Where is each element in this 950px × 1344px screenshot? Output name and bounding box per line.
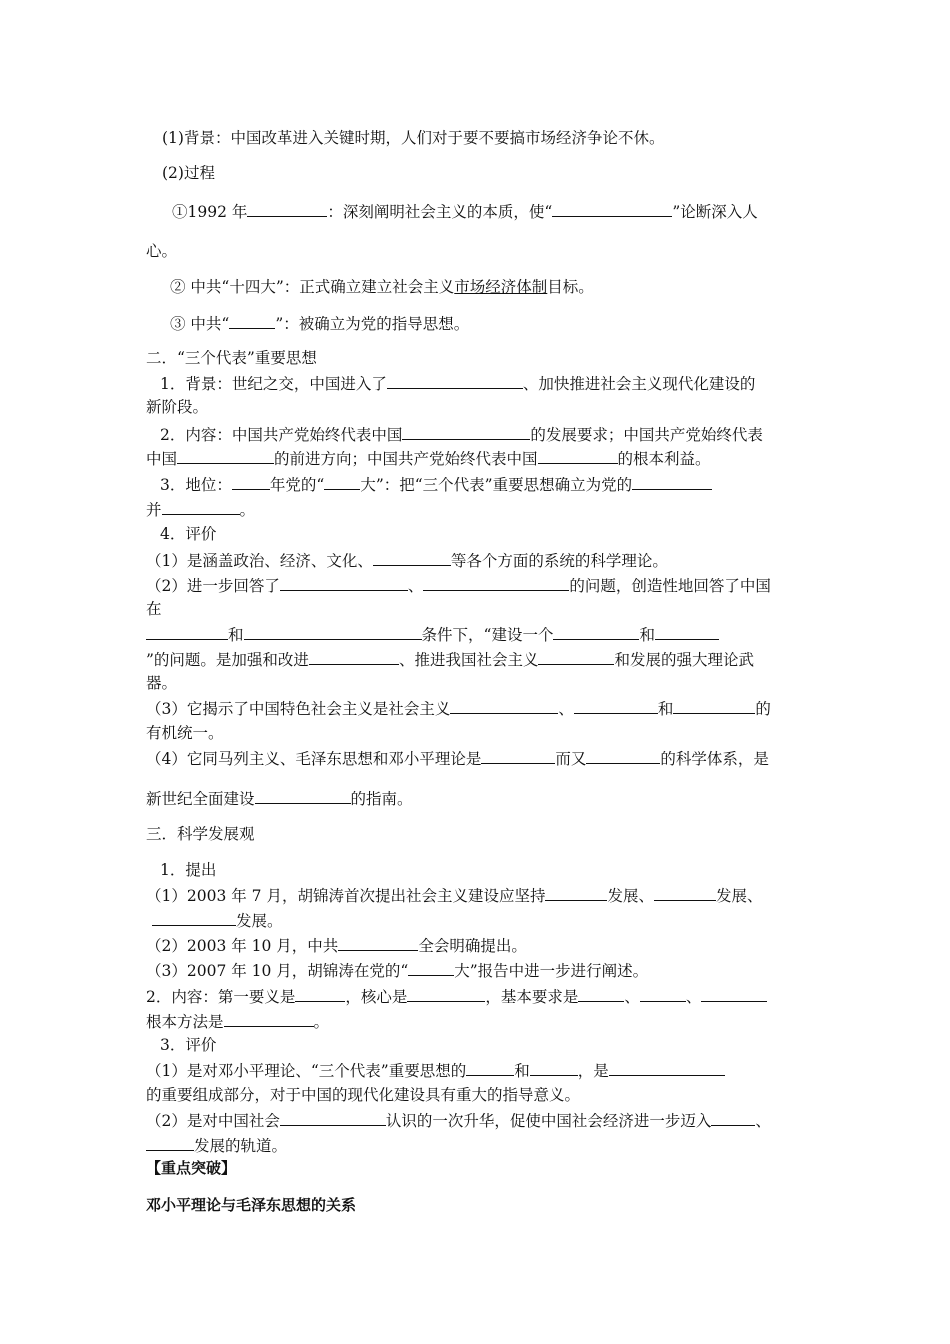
fill-blank[interactable]: [423, 575, 569, 591]
fill-blank[interactable]: [162, 499, 240, 515]
fill-blank[interactable]: [640, 986, 686, 1002]
fill-blank[interactable]: [247, 201, 327, 217]
paragraph-eval-2d: [146, 649, 754, 670]
text: 的重要组成部分，对于中国的现代化建设具有重大的指导意义。: [146, 1086, 581, 1104]
text: 的发展要求；中国共产党始终代表: [530, 426, 763, 444]
text: 年党的“: [269, 476, 325, 494]
text: ，基本要求是: [485, 988, 579, 1006]
fill-blank[interactable]: [538, 448, 618, 464]
section-heading-three: [146, 824, 255, 844]
text: 2．内容：第一要义是: [146, 988, 296, 1006]
text: ，核心是: [345, 988, 408, 1006]
fill-blank[interactable]: [673, 698, 755, 714]
section-heading-two: [146, 348, 317, 368]
text: 1．提出: [160, 861, 217, 879]
fill-blank[interactable]: [280, 575, 408, 591]
text: 1．背景：世纪之交，中国进入了: [160, 375, 387, 393]
fill-blank[interactable]: [654, 885, 716, 901]
fill-blank[interactable]: [450, 698, 558, 714]
text: 【重点突破】: [146, 1159, 237, 1177]
paragraph-3-3-2b: [146, 1135, 287, 1156]
text: ② 中共“十四大”：正式确立建立社会主义: [170, 278, 455, 296]
underlined-term: 市场经济体制: [454, 278, 548, 296]
text: 2．内容：中国共产党始终代表中国: [160, 426, 403, 444]
fill-blank[interactable]: [224, 1011, 314, 1027]
text: (2)过程: [162, 164, 215, 182]
paragraph-eval-2b: [146, 599, 162, 619]
text: （4）它同马列主义、毛泽东思想和邓小平理论是: [146, 750, 482, 768]
text: ③ 中共“: [170, 315, 230, 333]
fill-blank[interactable]: [655, 624, 719, 640]
paragraph-eval-1: [146, 550, 668, 571]
paragraph-2-4: [160, 524, 216, 544]
paragraph-15th-congress: [170, 313, 469, 334]
text: 和: [514, 1062, 530, 1080]
text: 器。: [146, 674, 178, 692]
text: 的问题，创造性地回答了中国: [569, 577, 771, 595]
text: ”的问题。是加强和改进: [146, 651, 309, 669]
text: 3．地位：: [160, 476, 232, 494]
topic-heading: [146, 1195, 356, 1215]
fill-blank[interactable]: [711, 1110, 755, 1126]
paragraph-2-1b: [146, 397, 208, 417]
fill-blank[interactable]: [338, 935, 418, 951]
paragraph-eval-4b: [146, 788, 413, 809]
fill-blank[interactable]: [538, 649, 614, 665]
text: 心。: [146, 242, 178, 260]
fill-blank[interactable]: [481, 748, 555, 764]
text: 发展、: [715, 887, 763, 905]
text: ①1992 年: [172, 203, 248, 221]
text: 4．评价: [160, 525, 217, 543]
text: (1)背景：中国改革进入关键时期，人们对于要不要搞市场经济争论不休。: [162, 129, 665, 147]
text: 在: [146, 600, 162, 618]
text: 、加快推进社会主义现代化建设的: [522, 375, 756, 393]
text: 并: [146, 501, 162, 519]
fill-blank[interactable]: [407, 986, 485, 1002]
paragraph-3-1-1: [146, 885, 762, 906]
paragraph-3-3-1: [146, 1060, 725, 1081]
text: 根本方法是: [146, 1013, 224, 1031]
text: 发展的轨道。: [194, 1137, 288, 1155]
text: 的科学体系，是: [660, 750, 769, 768]
fill-blank[interactable]: [466, 1060, 514, 1076]
paragraph-3-1-3: [146, 960, 648, 981]
fill-blank[interactable]: [530, 1060, 578, 1076]
text: 中国: [146, 450, 178, 468]
text: 3．评价: [160, 1036, 217, 1054]
fill-blank[interactable]: [309, 649, 399, 665]
text: 大”：把“三个代表”重要思想确立为党的: [360, 476, 633, 494]
text: 和: [657, 700, 674, 718]
fill-blank[interactable]: [146, 624, 228, 640]
text: 发展。: [236, 912, 283, 930]
fill-blank[interactable]: [152, 910, 236, 926]
paragraph-eval-3: [146, 698, 771, 719]
fill-blank[interactable]: [177, 448, 274, 464]
fill-blank[interactable]: [295, 986, 345, 1002]
fill-blank[interactable]: [586, 748, 660, 764]
fill-blank[interactable]: [280, 1110, 386, 1126]
fill-blank[interactable]: [244, 624, 422, 640]
text: 。: [239, 501, 256, 519]
text: 三．科学发展观: [146, 825, 255, 843]
paragraph-2-3: [160, 474, 712, 495]
text: 和: [228, 626, 244, 644]
text: 有机统一。: [146, 724, 224, 742]
paragraph-2-1: [160, 373, 755, 394]
text: （2）是对中国社会: [146, 1112, 280, 1130]
fill-blank[interactable]: [373, 550, 451, 566]
paragraph-3-1: [160, 860, 216, 880]
text: 、: [558, 700, 574, 718]
text: ，是: [577, 1062, 609, 1080]
paragraph-3-1-2: [146, 935, 527, 956]
paragraph-2-2: [160, 424, 763, 445]
text: 、: [624, 988, 640, 1006]
fill-blank[interactable]: [552, 201, 672, 217]
fill-blank[interactable]: [229, 313, 275, 329]
fill-blank[interactable]: [701, 986, 767, 1002]
fill-blank[interactable]: [578, 986, 624, 1002]
paragraph-3-3-1b: [146, 1085, 580, 1105]
text: 的指南。: [350, 790, 413, 808]
text: ”论断深入人: [672, 203, 758, 221]
text: 二．“三个代表”重要思想: [146, 349, 317, 367]
fill-blank[interactable]: [232, 474, 270, 490]
paragraph-eval-3b: [146, 723, 224, 743]
paragraph-eval-2c: [146, 624, 719, 645]
fill-blank[interactable]: [545, 885, 607, 901]
text: （1）2003 年 7 月，胡锦涛首次提出社会主义建设应坚持: [146, 887, 546, 905]
paragraph-continuation: [146, 241, 177, 261]
paragraph-background: [162, 128, 664, 148]
fill-blank[interactable]: [553, 624, 639, 640]
text: 而又: [555, 750, 587, 768]
text: 。: [313, 1013, 330, 1031]
text: （2）进一步回答了: [146, 577, 280, 595]
paragraph-3-3: [160, 1035, 216, 1055]
text: 新世纪全面建设: [146, 790, 255, 808]
text: 认识的一次升华，促使中国社会经济进一步迈入: [385, 1112, 712, 1130]
text: 全会明确提出。: [418, 937, 527, 955]
text: 、: [755, 1112, 771, 1130]
text: 邓小平理论与毛泽东思想的关系: [146, 1196, 357, 1214]
fill-blank[interactable]: [402, 424, 530, 440]
key-points-heading: [146, 1158, 236, 1178]
text: 等各个方面的系统的科学理论。: [450, 552, 668, 570]
text: 大”报告中进一步进行阐述。: [454, 962, 649, 980]
text: （3）它揭示了中国特色社会主义是社会主义: [146, 700, 451, 718]
fill-blank[interactable]: [255, 788, 351, 804]
text: 目标。: [547, 278, 594, 296]
text: 条件下，“建设一个: [421, 626, 554, 644]
text: ：深刻阐明社会主义的本质，使“: [327, 203, 553, 221]
text: 和发展的强大理论武: [614, 651, 754, 669]
text: （1）是涵盖政治、经济、文化、: [146, 552, 373, 570]
fill-blank[interactable]: [146, 1135, 194, 1151]
paragraph-1992: [172, 201, 758, 222]
fill-blank[interactable]: [609, 1060, 725, 1076]
paragraph-3-2b: [146, 1011, 329, 1032]
text: 发展、: [607, 887, 654, 905]
paragraph-process: [162, 163, 215, 183]
paragraph-eval-4: [146, 748, 769, 769]
text: 的根本利益。: [617, 450, 711, 468]
text: （1）是对邓小平理论、“三个代表”重要思想的: [146, 1062, 467, 1080]
paragraph-3-2: [146, 986, 767, 1007]
text: 、: [685, 988, 702, 1006]
paragraph-3-3-2: [146, 1110, 771, 1131]
paragraph-14th-congress: [170, 277, 594, 297]
text: 的: [755, 700, 771, 718]
text: ”：被确立为党的指导思想。: [275, 315, 470, 333]
paragraph-eval-2: [146, 575, 771, 596]
fill-blank[interactable]: [408, 960, 454, 976]
text: （3）2007 年 10 月，胡锦涛在党的“: [146, 962, 409, 980]
text: （2）2003 年 10 月，中共: [146, 937, 339, 955]
fill-blank[interactable]: [632, 474, 712, 490]
text: 、推进我国社会主义: [398, 651, 539, 669]
fill-blank[interactable]: [387, 373, 523, 389]
fill-blank[interactable]: [574, 698, 658, 714]
text: 的前进方向；中国共产党始终代表中国: [274, 450, 538, 468]
paragraph-eval-2e: [146, 673, 177, 693]
paragraph-2-3b: [146, 499, 255, 520]
paragraph-2-2b: [146, 448, 711, 469]
text: 新阶段。: [146, 398, 209, 416]
text: 和: [639, 626, 655, 644]
text: 、: [407, 577, 424, 595]
paragraph-3-1-1b: [152, 910, 283, 931]
fill-blank[interactable]: [324, 474, 360, 490]
